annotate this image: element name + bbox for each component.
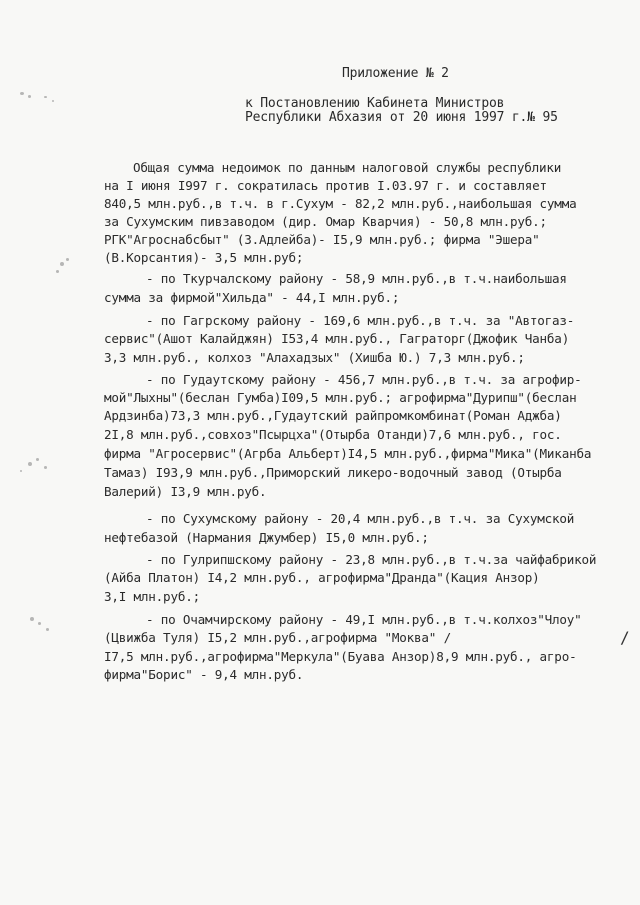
scan-speck <box>44 466 47 469</box>
scan-speck <box>60 262 64 266</box>
scan-speck <box>38 622 41 625</box>
decree-reference: к Постановлению Кабинета Министров <box>245 96 505 111</box>
body-line: (Айба Платон) I4,2 млн.руб., агрофирма"Дранда"(Кация Анзор) <box>104 570 540 585</box>
body-line: - по Гулрипшскому району - 23,8 млн.руб.,в т.ч.за чайфабрикой <box>146 552 597 567</box>
body-line: 3,3 млн.руб., колхоз "Алахадзых" (Хишба Ю.) 7,3 млн.руб.; <box>104 350 525 365</box>
body-line: РГК"Агроснабсбыт" (З.Адлейба)- I5,9 млн.руб.; фирма "Эшера" <box>104 232 540 247</box>
scan-speck <box>36 458 39 461</box>
body-line: фирма"Борис" - 9,4 млн.руб. <box>104 667 304 682</box>
body-line: - по Гудаутскому району - 456,7 млн.руб.,в т.ч. за агрофир- <box>146 372 582 387</box>
body-line: сумма за фирмой"Хильда" - 44,I млн.руб.; <box>104 290 400 305</box>
republic-date-reference: Республики Абхазия от 20 июня 1997 г.№ 95 <box>245 110 558 125</box>
body-line: - по Очамчирскому району - 49,I млн.руб.,в т.ч.колхоз"Члоу" <box>146 612 582 627</box>
body-line: - по Ткурчалскому району - 58,9 млн.руб.,в т.ч.наибольшая <box>146 271 567 286</box>
body-line: 2I,8 млн.руб.,совхоз"Псырцха"(Отырба Отанди)7,6 млн.руб., гос. <box>104 427 562 442</box>
scan-speck <box>28 95 31 98</box>
body-line: Тамаз) I93,9 млн.руб.,Приморский ликеро-водочный завод (Отырба <box>104 465 562 480</box>
body-line: фирма "Агросервис"(Агрба Альберт)I4,5 млн.руб.,фирма"Мика"(Миканба <box>104 446 592 461</box>
scan-speck <box>46 628 49 631</box>
body-line: (В.Корсантия)- 3,5 млн.руб; <box>104 250 304 265</box>
scan-speck <box>52 100 54 102</box>
body-line: за Сухумским пивзаводом (дир. Омар Кварчия) - 50,8 млн.руб.; <box>104 214 547 229</box>
body-line: 840,5 млн.руб.,в т.ч. в г.Сухум - 82,2 млн.руб.,наибольшая сумма <box>104 196 577 211</box>
body-line: Валерий) I3,9 млн.руб. <box>104 484 267 499</box>
body-line: сервис"(Ашот Калайджян) I53,4 млн.руб., Гаграторг(Джофик Чанба) <box>104 331 570 346</box>
appendix-title: Приложение № 2 <box>342 66 449 81</box>
scan-speck <box>56 270 59 273</box>
scan-speck <box>20 92 24 95</box>
body-line: - по Гагрскому району - 169,6 млн.руб.,в т.ч. за "Автогаз- <box>146 313 575 328</box>
body-line: мой"Лыхны"(беслан Гумба)I09,5 млн.руб.; агрофирма"Дурипш"(беслан <box>104 390 577 405</box>
body-line: на I июня I997 г. сократилась против I.03.97 г. и составляет <box>104 178 547 193</box>
scan-speck <box>66 258 69 261</box>
body-line: I7,5 млн.руб.,агрофирма"Меркула"(Буава Анзор)8,9 млн.руб., агро- <box>104 649 577 664</box>
scan-speck <box>28 462 32 466</box>
body-line: 3,I млн.руб.; <box>104 589 200 604</box>
body-line: - по Сухумскому району - 20,4 млн.руб.,в т.ч. за Сухумской <box>146 511 575 526</box>
body-line: Общая сумма недоимок по данным налоговой службы республики <box>133 160 562 175</box>
scan-speck <box>44 96 47 98</box>
scan-speck <box>20 470 22 472</box>
body-line: Ардзинба)73,3 млн.руб.,Гудаутский райпромкомбинат(Роман Аджба) <box>104 408 562 423</box>
body-line: нефтебазой (Нармания Джумбер) I5,0 млн.руб.; <box>104 530 429 545</box>
scan-speck <box>30 617 34 621</box>
margin-slash-mark: / <box>620 628 630 647</box>
body-line: (Цвижба Туля) I5,2 млн.руб.,агрофирма "Моква" / <box>104 630 451 645</box>
